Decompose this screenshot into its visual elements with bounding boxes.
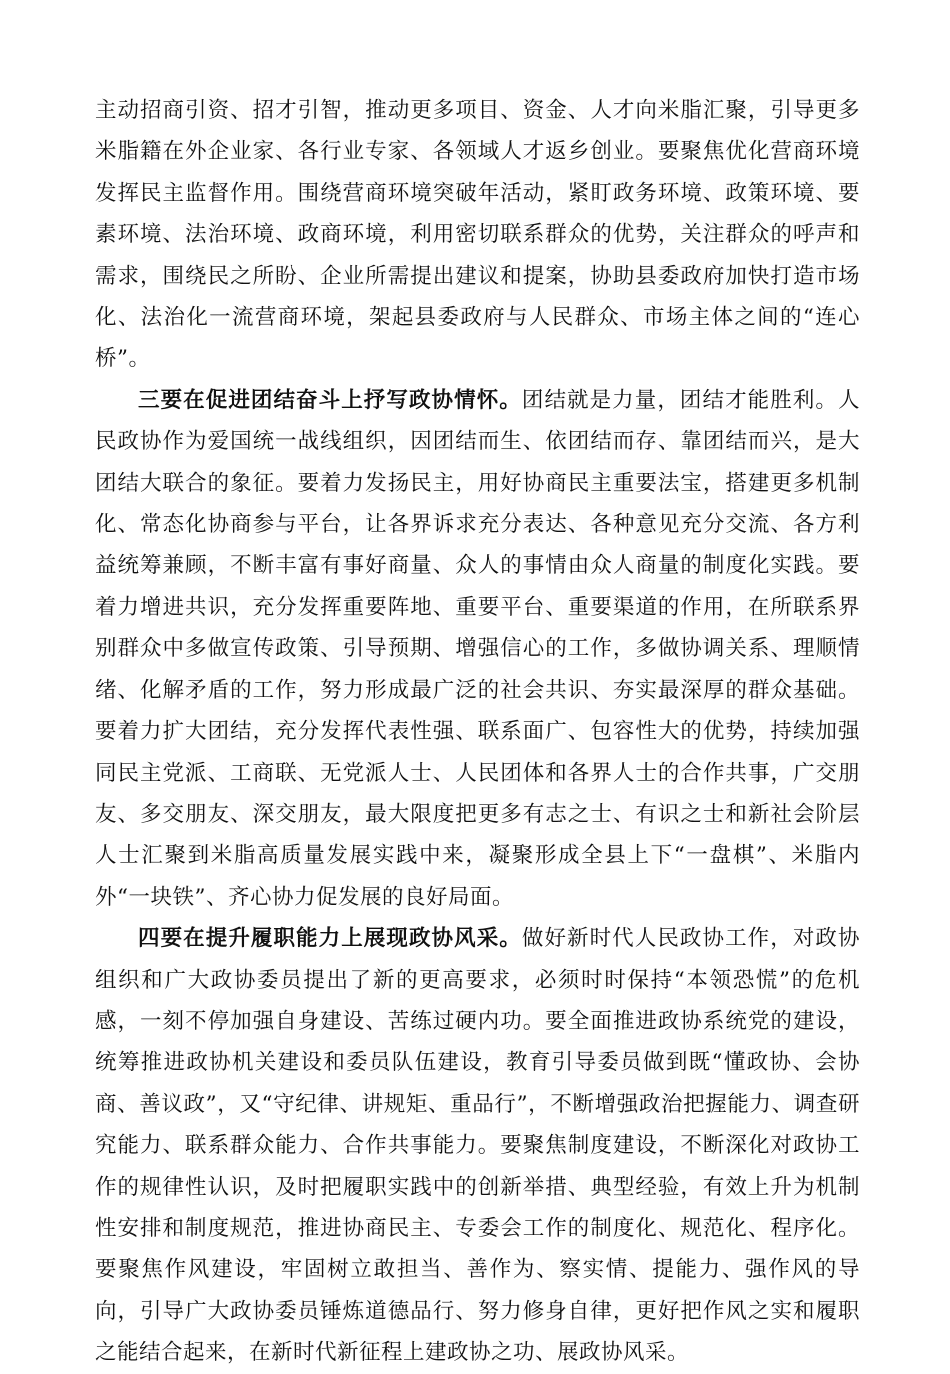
paragraph-section-four (95, 918, 860, 1373)
paragraph-lead: 三要在促进团结奋斗上抒写政协情怀。 (138, 387, 522, 413)
paragraph-continuation (95, 90, 860, 380)
paragraph-lead: 四要在提升履职能力上展现政协风采。 (138, 926, 522, 952)
paragraph-body: 主动招商引资、招才引智，推动更多项目、资金、人才向米脂汇聚，引导更多米脂籍在外企业家、各行业专家、各领域人才返乡创业。要聚焦优化营商环境发挥民主监督作用。围绕营商环境突破年活动，紧盯政务环境、政策环境、要素环境、法治环境、政商环境，利用密切联系群众的优势，关注群众的呼声和需求，围绕民之所盼、企业所需提出建议和提案，协助县委政府加快打造市场化、法治化一流营商环境，架起县委政府与人民群众、市场主体之间的“连心桥”。 (95, 98, 860, 372)
paragraph-body: 做好新时代人民政协工作，对政协组织和广大政协委员提出了新的更高要求，必须时时保持“本领恐慌”的危机感，一刻不停加强自身建设、苦练过硬内功。要全面推进政协系统党的建设，统筹推进政协机关建设和委员队伍建设，教育引导委员做到既“懂政协、会协商、善议政”，又“守纪律、讲规矩、重品行”，不断增强政治把握能力、调查研究能力、联系群众能力、合作共事能力。要聚焦制度建设，不断深化对政协工作的规律性认识，及时把履职实践中的创新举措、典型经验，有效上升为机制性安排和制度规范，推进协商民主、专委会工作的制度化、规范化、程序化。要聚焦作风建设，牢固树立敢担当、善作为、察实情、提能力、强作风的导向，引导广大政协委员锤炼道德品行、努力修身自律，更好把作风之实和履职之能结合起来，在新时代新征程上建政协之功、展政协风采。 (95, 926, 860, 1366)
paragraph-section-three (95, 380, 860, 918)
document-body (95, 90, 860, 1374)
paragraph-body: 团结就是力量，团结才能胜利。人民政协作为爱国统一战线组织，因团结而生、依团结而存、靠团结而兴，是大团结大联合的象征。要着力发扬民主，用好协商民主重要法宝，搭建更多机制化、常态化协商参与平台，让各界诉求充分表达、各种意见充分交流、各方利益统筹兼顾，不断丰富有事好商量、众人的事情由众人商量的制度化实践。要着力增进共识，充分发挥重要阵地、重要平台、重要渠道的作用，在所联系界别群众中多做宣传政策、引导预期、增强信心的工作，多做协调关系、理顺情绪、化解矛盾的工作，努力形成最广泛的社会共识、夯实最深厚的群众基础。要着力扩大团结，充分发挥代表性强、联系面广、包容性大的优势，持续加强同民主党派、工商联、无党派人士、人民团体和各界人士的合作共事，广交朋友、多交朋友、深交朋友，最大限度把更多有志之士、有识之士和新社会阶层人士汇聚到米脂高质量发展实践中来，凝聚形成全县上下“一盘棋”、米脂内外“一块铁”、齐心协力促发展的良好局面。 (95, 387, 860, 910)
